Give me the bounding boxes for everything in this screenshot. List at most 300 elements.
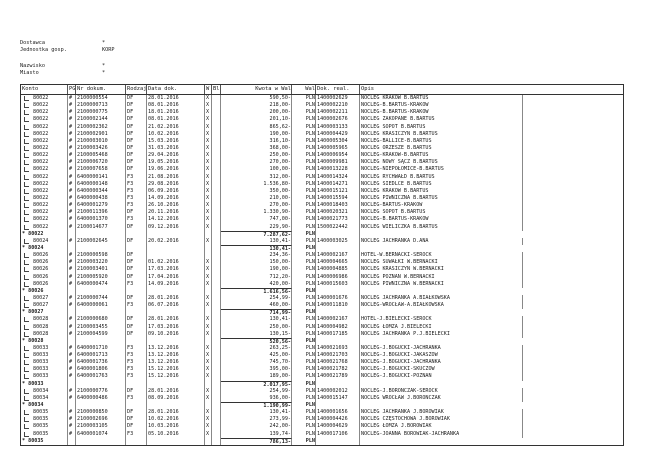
subtotal-row bbox=[21, 309, 623, 316]
row-check-mark bbox=[24, 239, 29, 244]
table-body bbox=[21, 95, 623, 445]
cell-pg: # bbox=[68, 409, 76, 416]
cell-kwota: 7.287,62- bbox=[221, 231, 292, 238]
cell-kwota: 350,00- bbox=[221, 188, 292, 195]
cell-data bbox=[147, 381, 205, 388]
cell-w: X bbox=[205, 345, 212, 352]
cell-kwota: 590,50- bbox=[221, 95, 292, 102]
cell-rodz: DF bbox=[126, 423, 147, 430]
cell-w: X bbox=[205, 302, 212, 309]
cell-pg: # bbox=[68, 188, 76, 195]
cell-w: X bbox=[205, 181, 212, 188]
cell-wal: PLN bbox=[292, 395, 316, 402]
cell-nr: 2100000598 bbox=[76, 252, 126, 259]
cell-pg: # bbox=[68, 274, 76, 281]
cell-konto: 80022 bbox=[21, 209, 68, 216]
cell-data: 26.10.2016 bbox=[147, 202, 205, 209]
cell-rodz: DF bbox=[126, 145, 147, 152]
cell-wal: PLN bbox=[292, 416, 316, 423]
cell-wal: PLN bbox=[292, 202, 316, 209]
cell-nr: 6400001713 bbox=[76, 352, 126, 359]
cell-nr bbox=[76, 438, 126, 445]
cell-bl bbox=[212, 259, 221, 266]
cell-dok: 1400017185 bbox=[316, 331, 360, 338]
cell-bl bbox=[212, 174, 221, 181]
cell-nr: 6400001763 bbox=[76, 373, 126, 380]
cell-data: 14.12.2016 bbox=[147, 216, 205, 223]
cell-nr: 6400000438 bbox=[76, 195, 126, 202]
cell-bl bbox=[212, 416, 221, 423]
cell-opis: NOCLEG-J.BOGUCKI-JACHRANKA bbox=[360, 345, 523, 352]
cell-pg: # bbox=[68, 423, 76, 430]
cell-dok: 1400001656 bbox=[316, 409, 360, 416]
table-row bbox=[21, 352, 623, 359]
cell-nr: 2100003401 bbox=[76, 266, 126, 273]
cell-kwota: 130,15- bbox=[221, 331, 292, 338]
col-header: Kwota w Wal bbox=[221, 85, 292, 94]
cell-rodz: DF bbox=[126, 295, 147, 302]
cell-pg: # bbox=[68, 166, 76, 173]
cell-data: 31.03.2016 bbox=[147, 145, 205, 152]
cell-konto: 80022 bbox=[21, 102, 68, 109]
cell-konto: 80022 bbox=[21, 152, 68, 159]
cell-opis: NOCLEG ZAKOPANE B.BARTUŚ bbox=[360, 116, 523, 123]
cell-w: X bbox=[205, 238, 212, 245]
cell-rodz: F3 bbox=[126, 181, 147, 188]
cell-dok: 1400009981 bbox=[316, 159, 360, 166]
table-row bbox=[21, 281, 623, 288]
cell-nr: 2100003105 bbox=[76, 423, 126, 430]
cell-dok: 1400004885 bbox=[316, 266, 360, 273]
cell-nr: 6400000148 bbox=[76, 181, 126, 188]
table-row bbox=[21, 116, 623, 123]
cell-kwota: 273,99- bbox=[221, 416, 292, 423]
table-row bbox=[21, 174, 623, 181]
cell-rodz: DF bbox=[126, 159, 147, 166]
cell-pg bbox=[68, 288, 76, 295]
cell-pg: # bbox=[68, 238, 76, 245]
cell-rodz: F3 bbox=[126, 188, 147, 195]
cell-bl bbox=[212, 181, 221, 188]
cell-opis bbox=[360, 288, 523, 295]
cell-data: 18.01.2016 bbox=[147, 109, 205, 116]
cell-konto: 80033 bbox=[21, 366, 68, 373]
cell-wal: PLN bbox=[292, 102, 316, 109]
cell-rodz: DF bbox=[126, 274, 147, 281]
table-row bbox=[21, 145, 623, 152]
cell-data: 01.02.2016 bbox=[147, 259, 205, 266]
cell-pg: # bbox=[68, 145, 76, 152]
cell-konto: * 80026 bbox=[21, 288, 68, 295]
cell-kwota: 234,36- bbox=[221, 252, 292, 259]
cell-opis: NOCLEG KRAKÓW B.BARTUŚ bbox=[360, 188, 523, 195]
cell-bl bbox=[212, 216, 221, 223]
cell-w: X bbox=[205, 131, 212, 138]
cell-kwota: 2.017,95- bbox=[221, 381, 292, 388]
cell-rodz bbox=[126, 338, 147, 345]
cell-wal: PLN bbox=[292, 324, 316, 331]
cell-dok: 1400015603 bbox=[316, 281, 360, 288]
cell-kwota: 218,00- bbox=[221, 102, 292, 109]
table-row bbox=[21, 195, 623, 202]
cell-dok bbox=[316, 438, 360, 445]
row-check-mark bbox=[24, 410, 29, 415]
field-value: * bbox=[102, 40, 106, 46]
cell-kwota: 316,10- bbox=[221, 138, 292, 145]
cell-nr: 6400001370 bbox=[76, 216, 126, 223]
table-row bbox=[21, 238, 623, 245]
cell-dok: 1400004665 bbox=[316, 259, 360, 266]
cell-pg bbox=[68, 245, 76, 252]
cell-w: X bbox=[205, 224, 212, 231]
cell-rodz: DF bbox=[126, 116, 147, 123]
table-row bbox=[21, 359, 623, 366]
cell-dok bbox=[316, 309, 360, 316]
cell-opis: NOCLEG JACHRANKA A.BIAŁKOWSKA bbox=[360, 295, 523, 302]
cell-opis bbox=[360, 381, 523, 388]
cell-rodz: F3 bbox=[126, 216, 147, 223]
row-check-mark bbox=[24, 210, 29, 215]
cell-wal: PLN bbox=[292, 174, 316, 181]
cell-nr: 2100005468 bbox=[76, 152, 126, 159]
cell-rodz: F3 bbox=[126, 359, 147, 366]
cell-konto: 80022 bbox=[21, 116, 68, 123]
cell-kwota: 1.190,99- bbox=[221, 402, 292, 409]
cell-dok: 1400011810 bbox=[316, 302, 360, 309]
cell-wal: PLN bbox=[292, 188, 316, 195]
cell-bl bbox=[212, 402, 221, 409]
cell-wal: PLN bbox=[292, 159, 316, 166]
cell-bl bbox=[212, 109, 221, 116]
cell-opis bbox=[360, 245, 523, 252]
cell-pg: # bbox=[68, 345, 76, 352]
cell-konto: 80022 bbox=[21, 95, 68, 102]
cell-rodz: F3 bbox=[126, 174, 147, 181]
cell-bl bbox=[212, 188, 221, 195]
table-row bbox=[21, 95, 623, 102]
cell-konto: 80033 bbox=[21, 373, 68, 380]
table-row bbox=[21, 395, 623, 402]
cell-dok: 1400003025 bbox=[316, 238, 360, 245]
cell-dok: 1400006954 bbox=[316, 152, 360, 159]
row-check-mark bbox=[24, 353, 29, 358]
cell-bl bbox=[212, 224, 221, 231]
cell-w: X bbox=[205, 295, 212, 302]
cell-konto: 80027 bbox=[21, 295, 68, 302]
cell-opis: HOTEL-J.BIELECKI-SEROCK bbox=[360, 316, 523, 323]
cell-wal: PLN bbox=[292, 238, 316, 245]
cell-wal: PLN bbox=[292, 388, 316, 395]
cell-konto: 80026 bbox=[21, 274, 68, 281]
cell-data: 19.05.2016 bbox=[147, 159, 205, 166]
cell-wal: PLN bbox=[292, 302, 316, 309]
cell-bl bbox=[212, 359, 221, 366]
cell-w: X bbox=[205, 274, 212, 281]
cell-rodz: F3 bbox=[126, 431, 147, 438]
cell-data: 08.01.2016 bbox=[147, 116, 205, 123]
row-check-mark bbox=[24, 260, 29, 265]
cell-data: 13.12.2016 bbox=[147, 352, 205, 359]
cell-konto: 80026 bbox=[21, 259, 68, 266]
cell-nr: 6400001710 bbox=[76, 345, 126, 352]
cell-kwota: 1.536,80- bbox=[221, 181, 292, 188]
cell-nr: 2100000776 bbox=[76, 388, 126, 395]
cell-nr bbox=[76, 288, 126, 295]
cell-wal: PLN bbox=[292, 316, 316, 323]
cell-nr: 6400001074 bbox=[76, 431, 126, 438]
cell-rodz bbox=[126, 381, 147, 388]
cell-pg: # bbox=[68, 224, 76, 231]
cell-pg: # bbox=[68, 352, 76, 359]
cell-bl bbox=[212, 124, 221, 131]
cell-w: X bbox=[205, 324, 212, 331]
cell-dok: 1400002167 bbox=[316, 252, 360, 259]
cell-bl bbox=[212, 266, 221, 273]
cell-data: 28.01.2016 bbox=[147, 409, 205, 416]
cell-opis: NOCLEG ORZESZE B.BARTUŚ bbox=[360, 145, 523, 152]
cell-konto: 80035 bbox=[21, 416, 68, 423]
cell-bl bbox=[212, 409, 221, 416]
cell-w: X bbox=[205, 259, 212, 266]
subtotal-row bbox=[21, 245, 623, 252]
cell-opis bbox=[360, 438, 523, 445]
cell-wal: PLN bbox=[292, 331, 316, 338]
cell-konto: * 80028 bbox=[21, 338, 68, 345]
cell-kwota: 312,00- bbox=[221, 174, 292, 181]
cell-wal: PLN bbox=[292, 138, 316, 145]
row-check-mark bbox=[24, 225, 29, 230]
cell-wal: PLN bbox=[292, 224, 316, 231]
cell-w bbox=[205, 252, 212, 259]
cell-pg: # bbox=[68, 324, 76, 331]
cell-kwota: 1.616,56- bbox=[221, 288, 292, 295]
cell-nr: 2100002696 bbox=[76, 416, 126, 423]
cell-opis: NOCLEG-J.BOGUCKI-JACHRANKA bbox=[360, 359, 523, 366]
cell-kwota: 395,00- bbox=[221, 366, 292, 373]
cell-konto: 80022 bbox=[21, 124, 68, 131]
cell-w: X bbox=[205, 159, 212, 166]
cell-dok: 1400021693 bbox=[316, 345, 360, 352]
cell-kwota: 270,00- bbox=[221, 159, 292, 166]
row-check-mark bbox=[24, 160, 29, 165]
cell-w: X bbox=[205, 174, 212, 181]
cell-dok: 1400018403 bbox=[316, 202, 360, 209]
cell-pg: # bbox=[68, 116, 76, 123]
cell-rodz: DF bbox=[126, 124, 147, 131]
cell-rodz: F3 bbox=[126, 373, 147, 380]
cell-data bbox=[147, 438, 205, 445]
cell-nr: 2100006720 bbox=[76, 159, 126, 166]
cell-bl bbox=[212, 295, 221, 302]
cell-bl bbox=[212, 166, 221, 173]
cell-wal: PLN bbox=[292, 116, 316, 123]
cell-pg: # bbox=[68, 395, 76, 402]
cell-pg: # bbox=[68, 209, 76, 216]
cell-konto: * 80034 bbox=[21, 402, 68, 409]
cell-data: 17.04.2016 bbox=[147, 274, 205, 281]
cell-data: 15.12.2016 bbox=[147, 366, 205, 373]
row-check-mark bbox=[24, 389, 29, 394]
row-check-mark bbox=[24, 189, 29, 194]
cell-konto: 80022 bbox=[21, 181, 68, 188]
field-label: Dostawca bbox=[20, 40, 45, 46]
cell-nr: 2100005920 bbox=[76, 274, 126, 281]
cell-opis: NOCLEG-J.BORONCZAK-SEROCK bbox=[360, 388, 523, 395]
cell-pg: # bbox=[68, 138, 76, 145]
cell-wal: PLN bbox=[292, 181, 316, 188]
cell-opis: NOCLEG CZĘSTOCHOWA J.BOROWIAK bbox=[360, 416, 523, 423]
cell-pg: # bbox=[68, 102, 76, 109]
cell-bl bbox=[212, 195, 221, 202]
cell-dok: 1400021773 bbox=[316, 216, 360, 223]
cell-opis: NOCLEG POZNAŃ W.BERNACKI bbox=[360, 274, 523, 281]
cell-opis: NOCLEG ŁOMŻA J.BIELECKI bbox=[360, 324, 523, 331]
cell-opis: NOCLEG KRAKÓW B.BARTUŚ bbox=[360, 95, 523, 102]
cell-kwota: 130,41- bbox=[221, 316, 292, 323]
cell-rodz: DF bbox=[126, 224, 147, 231]
cell-opis: NOCLEG JACHRANKA D.ANA bbox=[360, 238, 523, 245]
cell-opis: NOCLEG PIWNICZNA B.BARTUŚ bbox=[360, 195, 523, 202]
subtotal-row bbox=[21, 438, 623, 445]
cell-wal: PLN bbox=[292, 431, 316, 438]
cell-opis: NOCLEG SUWAŁKI W.BERNACKI bbox=[360, 259, 523, 266]
cell-data bbox=[147, 288, 205, 295]
cell-data bbox=[147, 245, 205, 252]
cell-pg: # bbox=[68, 174, 76, 181]
cell-dok: 1400002211 bbox=[316, 109, 360, 116]
col-header: Konto bbox=[21, 85, 68, 94]
cell-data: 21.02.2016 bbox=[147, 124, 205, 131]
cell-kwota: 368,00- bbox=[221, 145, 292, 152]
cell-bl bbox=[212, 366, 221, 373]
header-field-nazwisko bbox=[20, 63, 115, 70]
cell-konto: 80022 bbox=[21, 109, 68, 116]
cell-data: 28.01.2016 bbox=[147, 95, 205, 102]
cell-w: X bbox=[205, 195, 212, 202]
cell-bl bbox=[212, 238, 221, 245]
cell-rodz: DF bbox=[126, 331, 147, 338]
cell-rodz: DF bbox=[126, 209, 147, 216]
cell-w: X bbox=[205, 359, 212, 366]
cell-data: 14.09.2016 bbox=[147, 281, 205, 288]
col-header: PG bbox=[69, 86, 76, 92]
cell-bl bbox=[212, 152, 221, 159]
cell-kwota: 425,00- bbox=[221, 352, 292, 359]
cell-bl bbox=[212, 324, 221, 331]
cell-kwota: 460,00- bbox=[221, 302, 292, 309]
cell-konto: 80028 bbox=[21, 316, 68, 323]
cell-nr: 2100002901 bbox=[76, 131, 126, 138]
row-check-mark bbox=[24, 196, 29, 201]
cell-nr: 2100011396 bbox=[76, 209, 126, 216]
cell-w: X bbox=[205, 138, 212, 145]
cell-data: 29.08.2016 bbox=[147, 181, 205, 188]
table-row bbox=[21, 324, 623, 331]
subtotal-row bbox=[21, 381, 623, 388]
row-check-mark bbox=[24, 110, 29, 115]
cell-pg: # bbox=[68, 302, 76, 309]
cell-wal: PLN bbox=[292, 95, 316, 102]
cell-rodz: F3 bbox=[126, 281, 147, 288]
cell-wal: PLN bbox=[292, 402, 316, 409]
col-header: W bbox=[205, 85, 212, 94]
cell-w: X bbox=[205, 116, 212, 123]
cell-dok: 1400005965 bbox=[316, 145, 360, 152]
table-row bbox=[21, 423, 623, 430]
cell-konto: 80033 bbox=[21, 352, 68, 359]
cell-rodz: F3 bbox=[126, 202, 147, 209]
field-value: * bbox=[102, 63, 106, 70]
cell-rodz: DF bbox=[126, 409, 147, 416]
cell-wal: PLN bbox=[292, 245, 316, 252]
cell-w: X bbox=[205, 95, 212, 102]
cell-rodz: DF bbox=[126, 324, 147, 331]
cell-data: 20.02.2016 bbox=[147, 238, 205, 245]
cell-nr: 6400000474 bbox=[76, 281, 126, 288]
cell-bl bbox=[212, 338, 221, 345]
cell-rodz bbox=[126, 438, 147, 445]
cell-w: X bbox=[205, 423, 212, 430]
cell-konto: 80022 bbox=[21, 159, 68, 166]
cell-wal: PLN bbox=[292, 309, 316, 316]
cell-dok: 1400021789 bbox=[316, 373, 360, 380]
cell-bl bbox=[212, 316, 221, 323]
cell-data: 17.03.2016 bbox=[147, 324, 205, 331]
table-row bbox=[21, 209, 623, 216]
table-row bbox=[21, 331, 623, 338]
cell-opis: NOCLEG-WROCŁAW-A.BIAŁKOWSKA bbox=[360, 302, 523, 309]
cell-konto: * 80035 bbox=[21, 438, 68, 445]
cell-w: X bbox=[205, 216, 212, 223]
cell-rodz: F3 bbox=[126, 352, 147, 359]
table-row bbox=[21, 416, 623, 423]
cell-pg bbox=[68, 438, 76, 445]
row-check-mark bbox=[24, 267, 29, 272]
cell-opis: HOTEL-W.BERNACKI-SEROCK bbox=[360, 252, 523, 259]
cell-wal: PLN bbox=[292, 345, 316, 352]
cell-rodz: F3 bbox=[126, 395, 147, 402]
cell-konto: 80026 bbox=[21, 266, 68, 273]
cell-data: 15.03.2016 bbox=[147, 138, 205, 145]
cell-data: 14.09.2016 bbox=[147, 195, 205, 202]
cell-data: 10.02.2016 bbox=[147, 131, 205, 138]
cell-konto: 80022 bbox=[21, 195, 68, 202]
cell-konto: 80035 bbox=[21, 409, 68, 416]
cell-dok: 1400021768 bbox=[316, 359, 360, 366]
cell-dok: 1400004982 bbox=[316, 324, 360, 331]
cell-dok bbox=[316, 402, 360, 409]
cell-bl bbox=[212, 438, 221, 445]
cell-nr: 2100003010 bbox=[76, 138, 126, 145]
cell-opis: NOCLEG NOWY SĄCZ B.BARTUŚ bbox=[360, 159, 523, 166]
cell-nr bbox=[76, 245, 126, 252]
cell-konto: 80022 bbox=[21, 131, 68, 138]
cell-wal: PLN bbox=[292, 266, 316, 273]
cell-bl bbox=[212, 245, 221, 252]
cell-rodz: F3 bbox=[126, 302, 147, 309]
cell-opis: NOCLEG RYCHWAŁD B.BARTUŚ bbox=[360, 174, 523, 181]
cell-data: 08.01.2016 bbox=[147, 102, 205, 109]
cell-rodz bbox=[126, 231, 147, 238]
cell-konto: 80034 bbox=[21, 388, 68, 395]
cell-pg: # bbox=[68, 366, 76, 373]
postings-table bbox=[20, 84, 624, 446]
cell-dok: 1400020321 bbox=[316, 209, 360, 216]
cell-dok: 1400017106 bbox=[316, 431, 360, 438]
cell-rodz bbox=[126, 309, 147, 316]
cell-dok: 1400002210 bbox=[316, 102, 360, 109]
cell-opis: NOCLEG SOPOT B.BARTUŚ bbox=[360, 209, 523, 216]
